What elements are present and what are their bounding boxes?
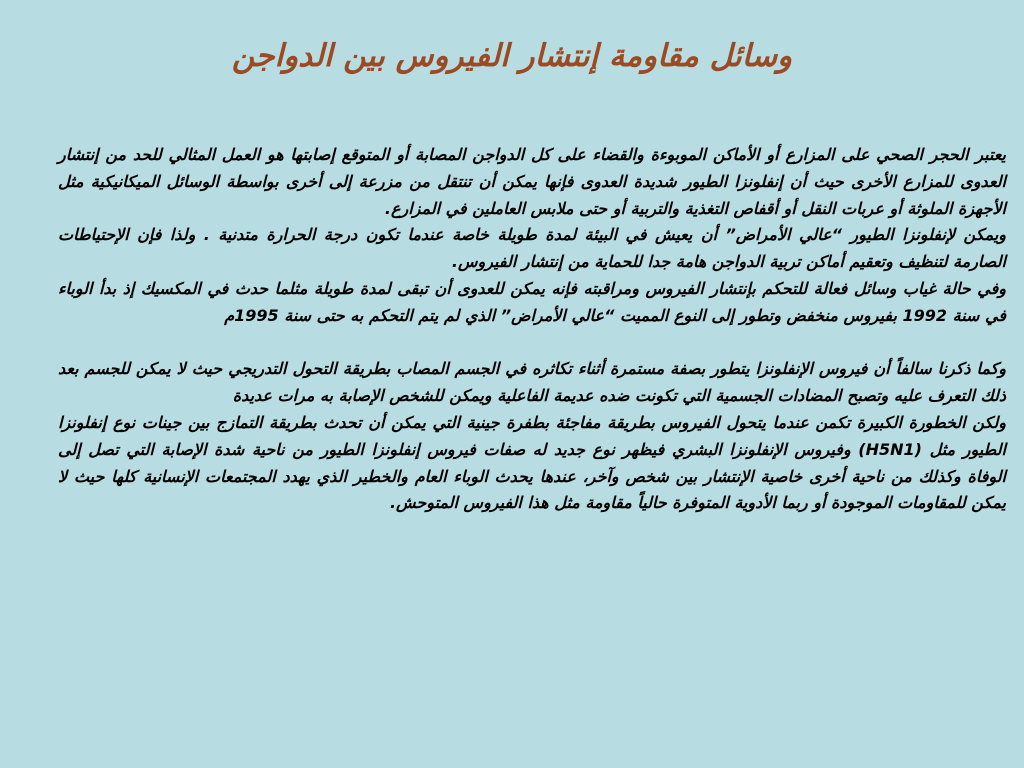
paragraph-antigenic-drift: وكما ذكرنا سالفاً أن فيروس الإنفلونزا يتطور بصفة مستمرة أثناء تكاثره في الجسم المصاب بطريقة التحول التدريجي حيث لا يمكن للجسم بعد ذلك التعرف عليه وتصبح المضادات الجسمية التي تكونت ضده عديمة الفاعلية ويمكن للشخص الإصابة به مرات عديدة <box>58 359 1006 406</box>
paragraph-spacer <box>58 330 1006 357</box>
slide-body <box>58 142 1006 517</box>
paragraph-quarantine: يعتبر الحجر الصحي على المزارع أو الأماكن الموبوءة والقضاء على كل الدواجن المصابة أو المتوقع إصابتها هو العمل المثالي للحد من إنتشار العدوى للمزارع الأخرى حيث أن إنفلونزا الطيور شديدة العدوى فإنها يمكن أن تنتقل من مزرعة إلى أخرى بواسطة الوسائل الميكانيكية مثل الأجهزة الملوثة أو عربات النقل أو أقفاص التغذية والتربية أو حتى ملابس العاملين في المزارع. <box>58 145 1006 218</box>
paragraph-mexico-outbreak: وفي حالة غياب وسائل فعالة للتحكم بإنتشار الفيروس ومراقبته فإنه يمكن للعدوى أن تبقى لمدة طويلة مثلما حدث في المكسيك إذ بدأ الوباء في سنة 1992 بفيروس منخفض وتطور إلى النوع المميت “عالي الأمراض” الذي لم يتم التحكم به حتى سنة 1995م <box>58 278 1006 325</box>
paragraph-environment-survival: ويمكن لإنفلونزا الطيور “عالي الأمراض” أن يعيش في البيئة لمدة طويلة خاصة عندما تكون درجة الحرارة متدنية . ولذا فإن الإحتياطات الصارمة لتنظيف وتعقيم أماكن تربية الدواجن هامة جدا للحماية من إنتشار الفيروس. <box>58 225 1006 272</box>
paragraph-antigenic-shift: ولكن الخطورة الكبيرة تكمن عندما يتحول الفيروس بطريقة مفاجئة بطفرة جينية التي يمكن أن تحدث بطريقة التمازج بين جينات نوع إنفلونزا الطيور مثل (H5N1) وفيروس الإنفلونزا البشري فيظهر نوع جديد له صفات فيروس إنفلونزا الطيور من ناحية شدة الإصابة التي تصل إلى الوفاة وكذلك من ناحية أخرى خاصية الإنتشار بين شخص وآخر، عندها يحدث الوباء العام والخطير الذي يهدد المجتمعات الإنسانية كلها حيث لا يمكن للمقاومات الموجودة أو ربما الأدوية المتوفرة حالياً مقاومة مثل هذا الفيروس المتوحش. <box>58 412 1007 513</box>
slide-title: وسائل مقاومة إنتشار الفيروس بين الدواجن <box>231 38 793 74</box>
